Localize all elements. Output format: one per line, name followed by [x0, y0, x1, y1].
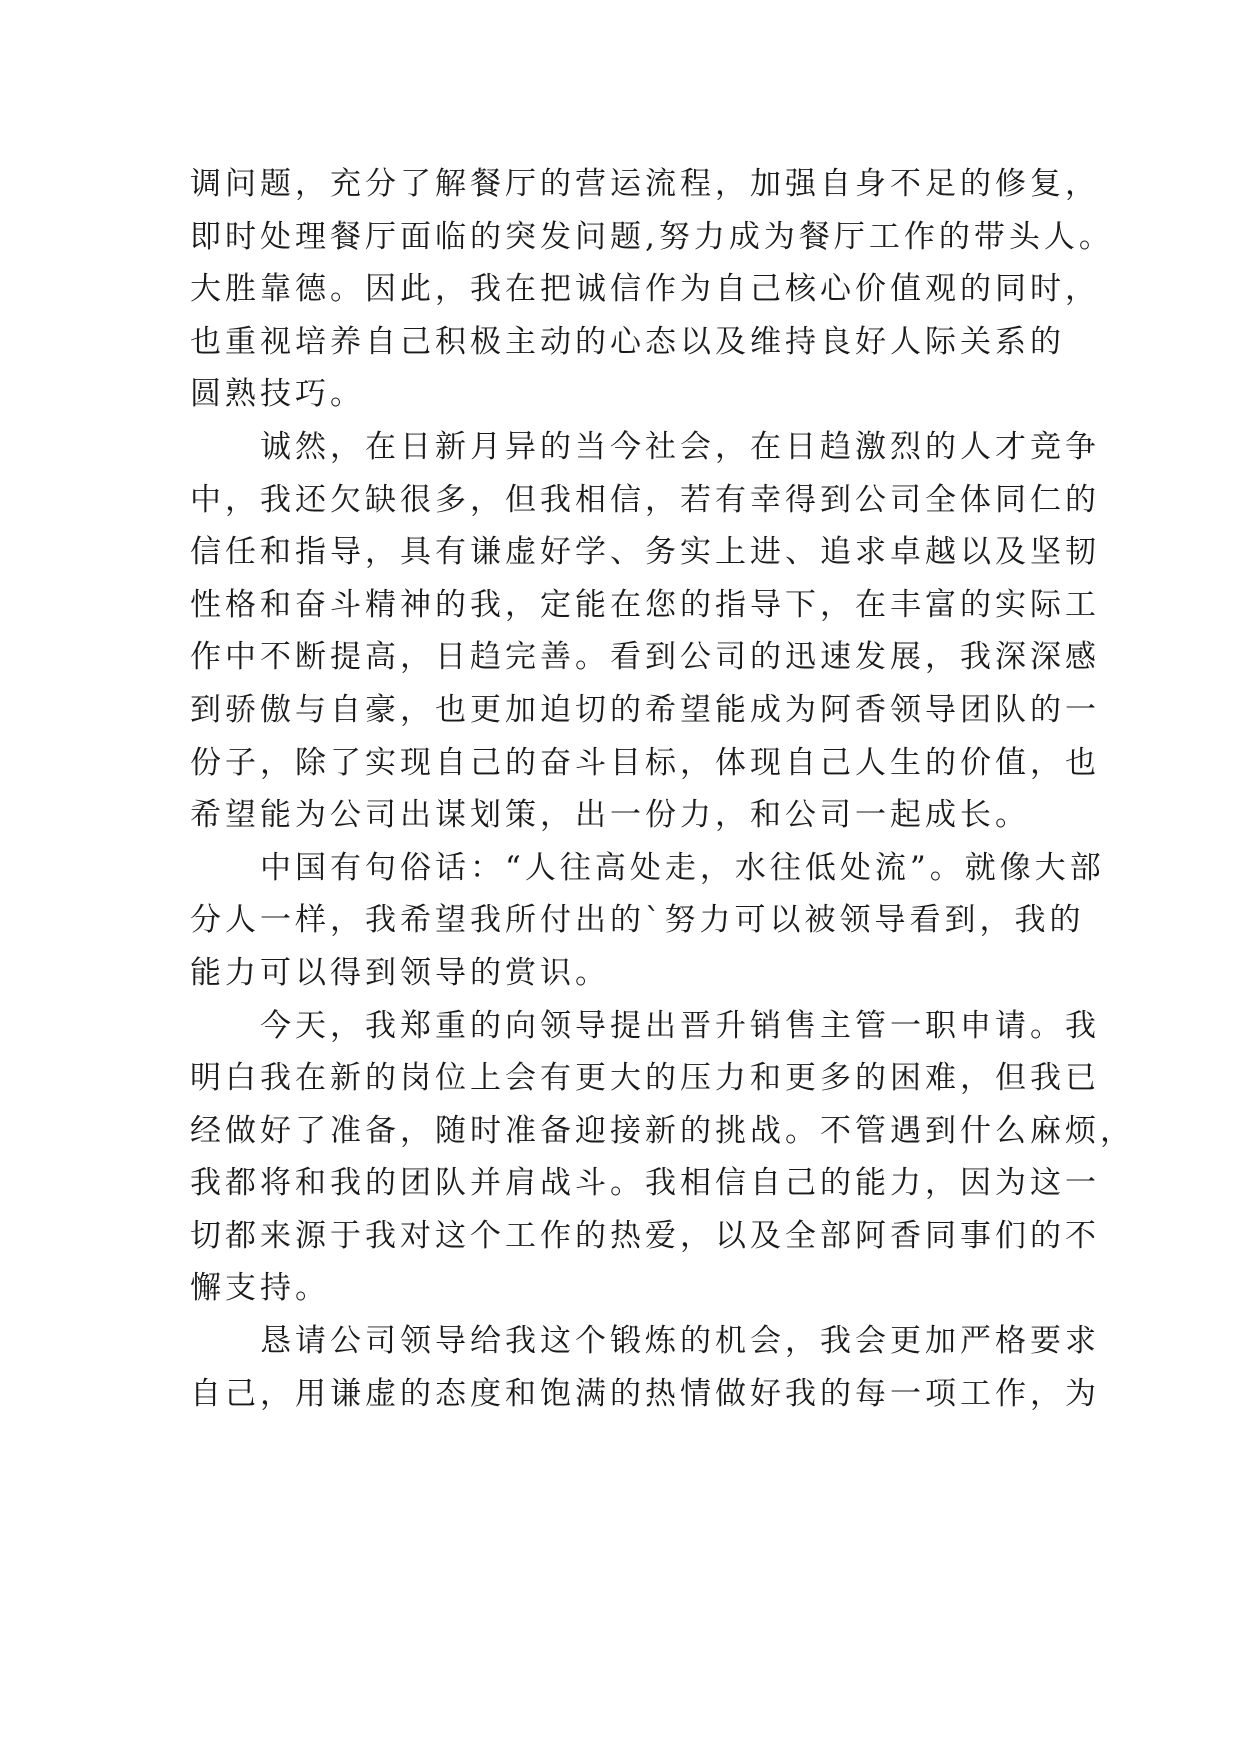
text-line: 切都来源于我对这个工作的热爱，以及全部阿香同事们的不: [190, 1217, 1100, 1254]
text-line: 自己，用谦虚的态度和饱满的热情做好我的每一项工作，为: [190, 1375, 1100, 1412]
text-line: 我都将和我的团队并肩战斗。我相信自己的能力，因为这一: [190, 1165, 1100, 1202]
text-line: 中国有句俗话：“人往高处走，水往低处流”。就像大部: [190, 849, 1105, 886]
text-line: 经做好了准备，随时准备迎接新的挑战。不管遇到什么麻烦，: [190, 1112, 1135, 1149]
text-line: 份子，除了实现自己的奋斗目标，体现自己人生的价值，也: [190, 744, 1100, 781]
text-line: 诚然，在日新月异的当今社会，在日趋激烈的人才竞争: [190, 428, 1100, 465]
text-line: 中，我还欠缺很多，但我相信，若有幸得到公司全体同仁的: [190, 481, 1100, 518]
text-line: 到骄傲与自豪，也更加迫切的希望能成为阿香领导团队的一: [190, 691, 1100, 728]
text-line: 性格和奋斗精神的我，定能在您的指导下，在丰富的实际工: [190, 586, 1100, 623]
text-line: 圆熟技巧。: [190, 376, 365, 413]
text-line: 希望能为公司出谋划策，出一份力，和公司一起成长。: [190, 797, 1030, 834]
text-line: 明白我在新的岗位上会有更大的压力和更多的困难，但我已: [190, 1060, 1100, 1097]
text-line: 作中不断提高，日趋完善。看到公司的迅速发展，我深深感: [190, 639, 1100, 676]
text-line: 信任和指导，具有谦虚好学、务实上进、追求卓越以及坚韧: [190, 534, 1100, 571]
text-line: 即时处理餐厅面临的突发问题,努力成为餐厅工作的带头人。: [190, 218, 1114, 255]
text-line: 也重视培养自己积极主动的心态以及维持良好人际关系的: [190, 323, 1065, 360]
text-line: 今天，我郑重的向领导提出晋升销售主管一职申请。我: [190, 1007, 1100, 1044]
text-line: 大胜靠德。因此，我在把诚信作为自己核心价值观的同时，: [190, 271, 1100, 308]
text-line: 分人一样，我希望我所付出的`努力可以被领导看到，我的: [190, 902, 1085, 939]
text-line: 调问题，充分了解餐厅的营运流程，加强自身不足的修复，: [190, 166, 1100, 202]
text-line: 恳请公司领导给我这个锻炼的机会，我会更加严格要求: [190, 1323, 1100, 1360]
text-line: 懈支持。: [190, 1270, 330, 1307]
document-body: [190, 158, 1150, 1420]
text-line: 能力可以得到领导的赏识。: [190, 954, 610, 991]
